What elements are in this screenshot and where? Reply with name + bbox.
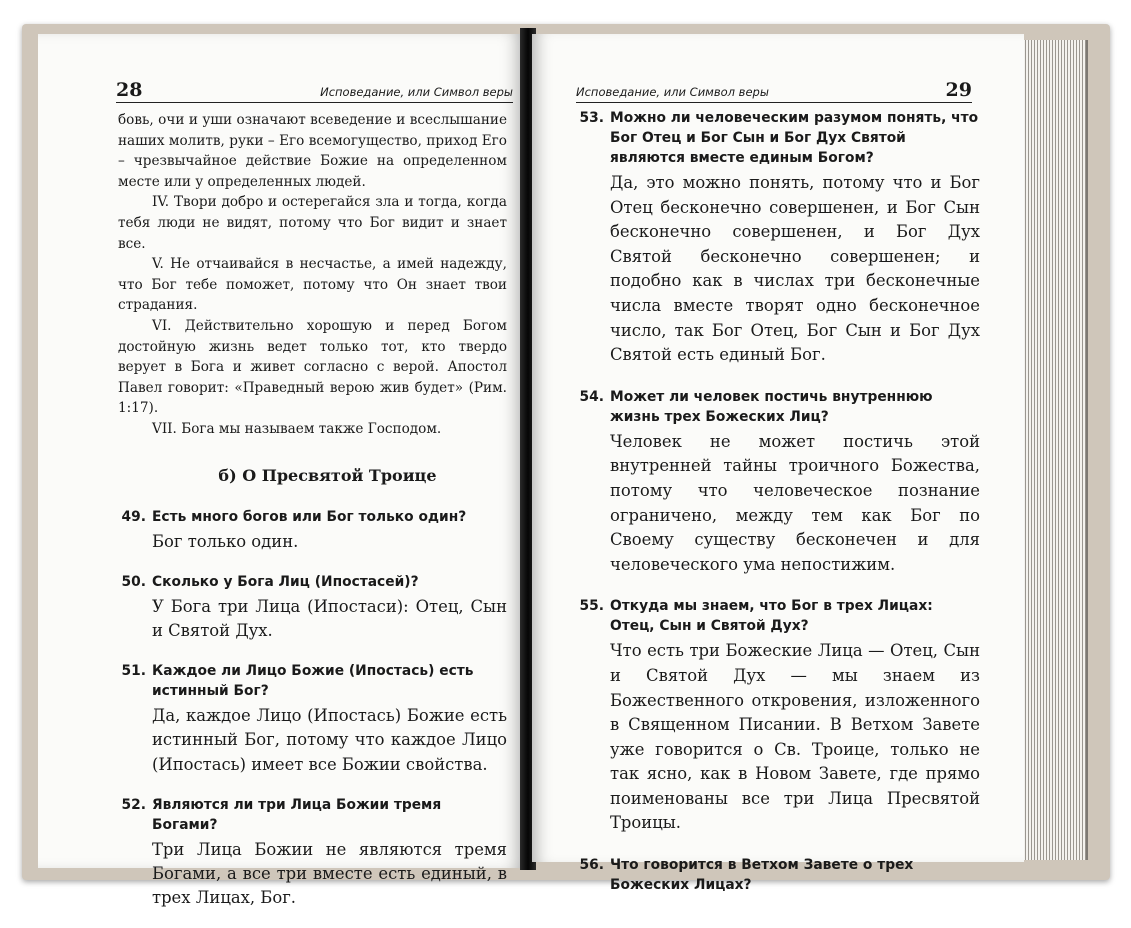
running-title: Исповедание, или Символ веры [320,85,513,99]
question-number: 56. [579,857,604,874]
question-text: Что говорится в Ветхом Завете о трех Божеских Лицах? [610,857,914,894]
question [118,507,507,527]
answer-text: Что есть три Божеские Лица — Отец, Сын и Святой Дух — мы знаем из Божественного откровения, изложенного в Священном Писании. В Ветхом Завете уже говорится о Св. Троице, только не так ясно, как в Новом Завете, где прямо поименованы все три Лица Пресвятой Троицы. [610,641,980,833]
question-list [118,507,507,911]
question-block [576,108,980,368]
question-text: Есть много богов или Бог только один? [152,508,467,525]
question-text: Можно ли человеческим разумом понять, что Бог Отец и Бог Сын и Бог Дух Святой являются вместе единым Богом? [610,110,979,166]
question [576,108,980,168]
question [118,572,507,592]
question-number: 49. [121,508,146,525]
right-page-content [576,108,980,914]
question-text: Являются ли три Лица Божии тремя Богами? [152,796,442,833]
question-number: 51. [121,663,146,680]
left-page [38,34,525,908]
paragraph: бовь, очи и уши означают всеведение и всеслышание наших молитв, руки – Его всемогущество, приход Его – чрезвычайное действие Божие на определенном месте или у определенных людей. [118,112,507,190]
question [576,855,980,895]
question [576,596,980,636]
question-number: 52. [121,796,146,813]
paragraph: V. Не отчаивайся в несчастье, а имей надежду, что Бог тебе поможет, потому что Он знает твои страдания. [118,256,507,314]
answer-text: Человек не может постичь этой внутренней тайны троичного Божества, потому что человеческое познание ограничено, между тем как Бог по Своему существу бесконечен и для человеческого ума непостижим. [610,431,980,574]
question-text: Может ли человек постичь внутреннюю жизнь трех Божеских Лиц? [610,388,933,425]
question-block [576,387,980,578]
right-page [532,34,1024,894]
page-number: 29 [945,79,972,101]
question [118,795,507,835]
page-edges [1020,40,1088,860]
question-block [118,507,507,554]
question-number: 54. [579,388,604,405]
left-page-content [118,110,507,928]
question-block [576,855,980,895]
paragraph: VII. Бога мы называем также Господом. [152,420,442,437]
question-list [576,108,980,895]
question-block [576,596,980,836]
left-page-header [116,80,513,103]
question-block [118,572,507,643]
answer-text: Бог только один. [152,531,299,551]
question-number: 53. [579,110,604,126]
answer-text: Три Лица Божии не являются тремя Богами, а все три вместе есть единый, в трех Лицах, Бог. [152,839,507,908]
paragraph: IV. Твори добро и остерегайся зла и тогда, когда тебя люди не видят, потому что Бог видит и знает все. [118,194,507,252]
section-title: б) О Пресвятой Троице [218,465,437,485]
question-number: 50. [121,573,146,590]
intro-paragraphs [118,110,507,440]
question-block [118,795,507,911]
page-number: 28 [116,79,143,101]
question-number: 55. [579,598,604,615]
answer-text: У Бога три Лица (Ипостаси): Отец, Сын и Святой Дух. [152,596,507,640]
running-title: Исповедание, или Символ веры [576,85,769,99]
right-page-header [576,80,972,103]
question-text: Каждое ли Лицо Божие (Ипостась) есть истинный Бог? [152,663,474,700]
question-block [118,661,507,777]
question [118,661,507,701]
question-text: Сколько у Бога Лиц (Ипостасей)? [152,573,419,590]
answer-text: Да, это можно понять, потому что и Бог Отец бесконечно совершенен, и Бог Сын бесконечно совершенен, и Бог Дух Святой бесконечно совершенен; и подобно как в числах три бесконечные числа вместе творят одно бесконечное число, так Бог Отец, Бог Сын и Бог Дух Святой есть единый Бог. [610,173,980,365]
answer-text: Да, каждое Лицо (Ипостась) Божие есть истинный Бог, потому что каждое Лицо (Ипостась) имеет все Божии свойства. [152,706,507,774]
paragraph: VI. Действительно хорошую и перед Богом достойную жизнь ведет только тот, кто твердо верует в Бога и живет согласно с верой. Апостол Павел говорит: «Праведный верою жив будет» (Рим. 1:17). [118,317,507,417]
question [576,387,980,427]
question-text: Откуда мы знаем, что Бог в трех Лицах: Отец, Сын и Святой Дух? [610,598,933,635]
